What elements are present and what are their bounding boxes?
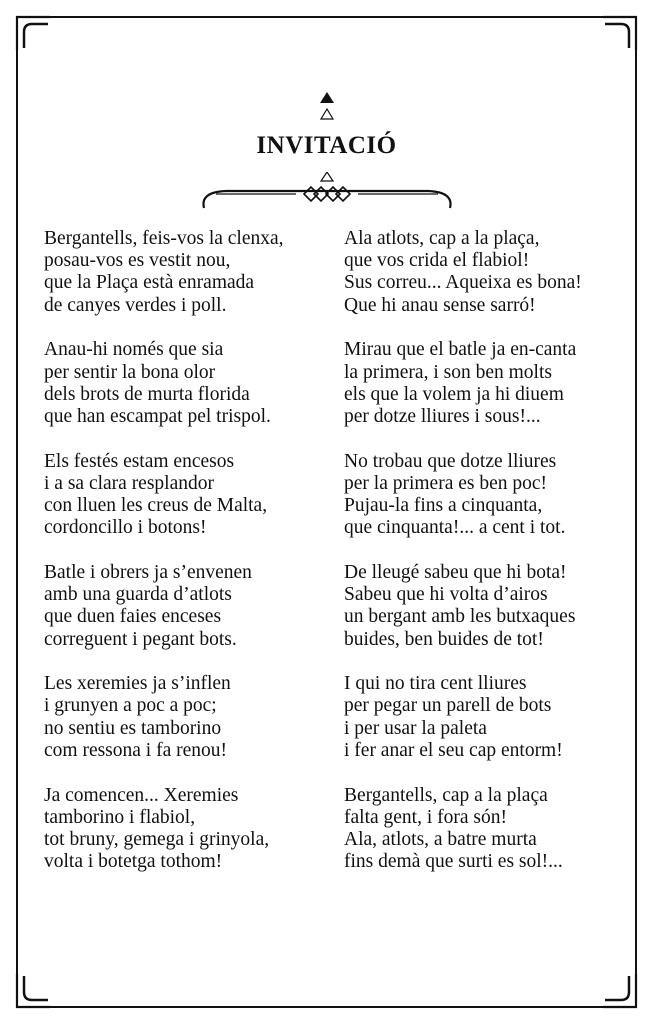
- verse-line: per sentir la bona olor: [44, 361, 216, 383]
- verse-line: i grunyen a poc a poc;: [44, 695, 217, 717]
- verse-line: De lleugé sabeu que hi bota!: [344, 561, 567, 583]
- verse-line: con lluen les creus de Malta,: [44, 495, 268, 517]
- verse-line: Bergantells, cap a la plaça: [344, 784, 548, 806]
- stanza: [44, 451, 334, 540]
- stanza: [344, 562, 644, 651]
- verse-line: que vos crida el flabiol!: [344, 250, 530, 272]
- verse-line: buides, ben buides de tot!: [344, 628, 544, 650]
- verse-line: Sus correu... Aqueixa es bona!: [344, 272, 582, 294]
- verse-line: i fer anar el seu cap entorm!: [344, 739, 563, 761]
- stanza: [44, 673, 334, 762]
- verse-line: posau-vos es vestit nou,: [44, 250, 231, 272]
- verse-line: correguent i pegant bots.: [44, 628, 237, 650]
- poem-column-right: [344, 228, 644, 896]
- verse-line: per pegar un parell de bots: [344, 695, 552, 717]
- corner-ornament-top-right: [603, 14, 639, 50]
- verse-line: de canyes verdes i poll.: [44, 294, 227, 316]
- verse-line: com ressona i fa renou!: [44, 739, 228, 761]
- verse-line: Els festés estam encesos: [44, 450, 235, 472]
- verse-line: cordoncillo i botons!: [44, 517, 207, 539]
- poem-column-left: [44, 228, 334, 896]
- stanza: [344, 785, 644, 874]
- verse-line: falta gent, i fora són!: [344, 806, 507, 828]
- verse-line: tamborino i flabiol,: [44, 806, 196, 828]
- verse-line: Anau-hi només que sia: [44, 339, 224, 361]
- verse-line: Ja comencen... Xeremies: [44, 784, 239, 806]
- stanza: [344, 451, 644, 540]
- verse-line: Les xeremies ja s’inflen: [44, 673, 231, 695]
- verse-line: volta i botetga tothom!: [44, 851, 223, 873]
- verse-line: per la primera es ben poc!: [344, 472, 548, 494]
- corner-ornament-bottom-right: [603, 974, 639, 1010]
- verse-line: i a sa clara resplandor: [44, 472, 214, 494]
- page-title: INVITACIÓ: [256, 132, 397, 159]
- title-underline-ornament: [196, 172, 458, 212]
- verse-line: que la Plaça està enramada: [44, 272, 255, 294]
- verse-line: que duen faies enceses: [44, 606, 222, 628]
- corner-ornament-top-left: [14, 14, 50, 50]
- verse-line: la primera, i son ben molts: [344, 361, 552, 383]
- verse-line: No trobau que dotze lliures: [344, 450, 557, 472]
- stanza: [44, 785, 334, 874]
- stanza: [344, 673, 644, 762]
- verse-line: Pujau-la fins a cinquanta,: [344, 495, 543, 517]
- verse-line: un bergant amb les butxaques: [344, 606, 576, 628]
- stanza: [344, 339, 644, 428]
- verse-line: Ala, atlots, a batre murta: [344, 828, 537, 850]
- stanza: [344, 228, 644, 317]
- verse-line: amb una guarda d’atlots: [44, 584, 232, 606]
- verse-line: fins demà que surti es sol!...: [344, 851, 563, 873]
- verse-line: I qui no tira cent lliures: [344, 673, 527, 695]
- verse-line: Bergantells, feis-vos la clenxa,: [44, 228, 284, 249]
- verse-line: Ala atlots, cap a la plaça,: [344, 228, 540, 249]
- stanza: [44, 228, 334, 317]
- verse-line: Batle i obrers ja s’envenen: [44, 561, 252, 583]
- verse-line: dels brots de murta florida: [44, 383, 250, 405]
- verse-line: els que la volem ja hi diuem: [344, 383, 564, 405]
- verse-line: per dotze lliures i sous!...: [344, 405, 541, 427]
- verse-line: Mirau que el batle ja en-canta: [344, 339, 577, 361]
- verse-line: tot bruny, gemega i grinyola,: [44, 828, 270, 850]
- verse-line: Sabeu que hi volta d’airos: [344, 584, 548, 606]
- title-ornament-triangles: [0, 90, 653, 129]
- triangle-icons: [317, 90, 337, 124]
- stanza: [44, 339, 334, 428]
- corner-ornament-bottom-left: [14, 974, 50, 1010]
- stanza: [44, 562, 334, 651]
- verse-line: que han escampat pel trispol.: [44, 405, 271, 427]
- verse-line: i per usar la paleta: [344, 717, 487, 739]
- verse-line: Que hi anau sense sarró!: [344, 294, 536, 316]
- verse-line: no sentiu es tamborino: [44, 717, 222, 739]
- verse-line: que cinquanta!... a cent i tot.: [344, 517, 566, 539]
